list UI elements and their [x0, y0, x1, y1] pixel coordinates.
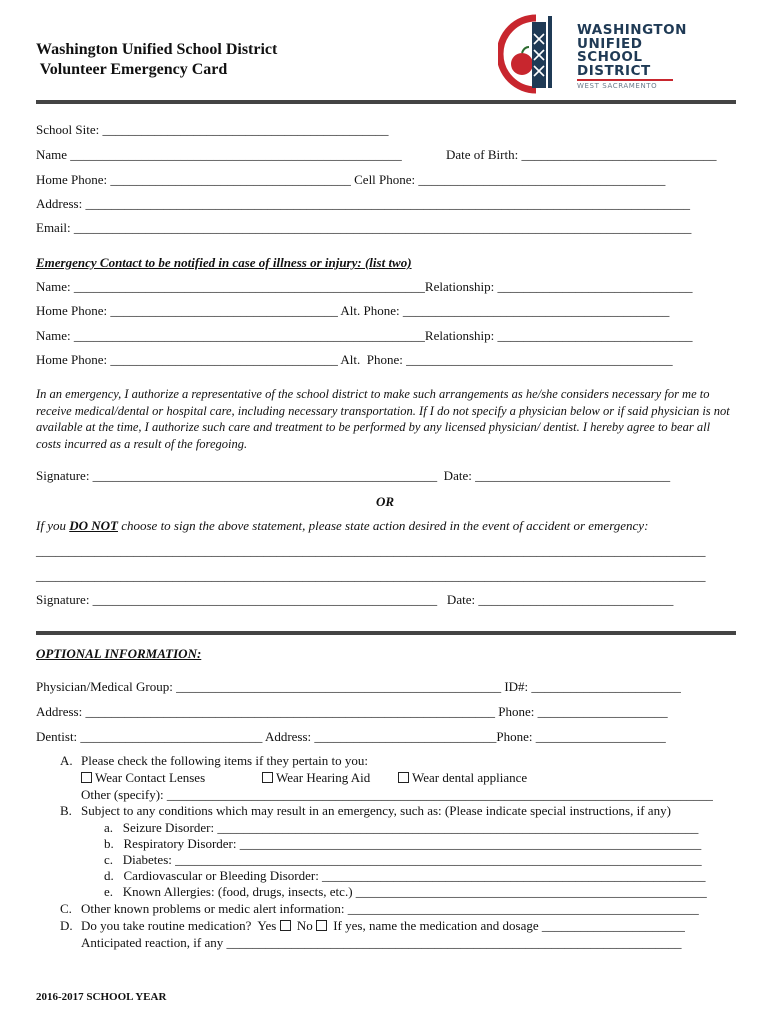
signature-field[interactable]: Signature: _____________________________________________________ Date: ______________________________ — [36, 468, 671, 483]
contact2-phone-field[interactable]: Home Phone: ___________________________________ Alt. Phone: _________________________________________ — [36, 352, 673, 367]
checkbox-icon — [262, 772, 273, 783]
physician-address-field[interactable]: Address: _______________________________________________________________ Phone: ____________________ — [36, 704, 668, 719]
respiratory-field[interactable]: b. Respiratory Disorder: _______________________________________________________________________ — [104, 836, 702, 851]
optional-divider — [36, 631, 736, 635]
item-d-label: D. — [60, 918, 73, 933]
checkbox-icon — [81, 772, 92, 783]
item-c-label: C. — [60, 901, 72, 916]
diabetes-field[interactable]: c. Diabetes: _________________________________________________________________________________ — [104, 852, 702, 867]
name-field[interactable]: Name ___________________________________________________ — [36, 147, 402, 162]
district-title: Washington Unified School District — [36, 41, 278, 58]
item-b-text: Subject to any conditions which may result in an emergency, such as: (Please indicate special instructions, if any) — [81, 803, 671, 818]
dentist-field[interactable]: Dentist: ____________________________ Address: ____________________________Phone: ____________________ — [36, 729, 666, 744]
alternative-instruction: If you DO NOT choose to sign the above statement, please state action desired in the event of accident or emergency: — [36, 518, 649, 533]
other-specify-field[interactable]: Other (specify): ____________________________________________________________________________________ — [81, 787, 713, 802]
or-separator: OR — [376, 494, 395, 509]
authorization-paragraph: In an emergency, I authorize a representative of the school district to make such arrangements as he/she considers necessary for me to receive medical/dental or hospital care, including necessary transportation. If I do not specify a physician below or if said physician is not available at the time, I authorize such care and treatment to be performed by any licensed physician/ dentist. I hereby agree to bear all costs incurred as a result of the foregoing. — [36, 387, 730, 451]
logo-text-unified: UNIFIED — [577, 35, 643, 52]
school-site-field[interactable]: School Site: ____________________________________________ — [36, 122, 389, 137]
signature-field-2[interactable]: Signature: _____________________________________________________ Date: ______________________________ — [36, 592, 674, 607]
checkbox-dental-appliance[interactable]: Wear dental appliance — [398, 770, 527, 786]
district-logo — [498, 12, 687, 98]
logo-text-washington: WASHINGTON — [577, 22, 687, 38]
emergency-contact-heading: Emergency Contact to be notified in case of illness or injury: (list two) — [36, 255, 412, 270]
contact1-phone-field[interactable]: Home Phone: ___________________________________ Alt. Phone: _________________________________________ — [36, 303, 670, 318]
checkbox-icon — [398, 772, 409, 783]
contact2-name-field[interactable]: Name: ______________________________________________________Relationship: ______________________________ — [36, 328, 693, 343]
address-field[interactable]: Address: _____________________________________________________________________________________________ — [36, 196, 690, 211]
phone-fields[interactable]: Home Phone: _____________________________________ Cell Phone: ______________________________________ — [36, 172, 666, 187]
medic-alert-field[interactable]: Other known problems or medic alert information: ______________________________________________________ — [81, 901, 699, 916]
checkbox-hearing-aid[interactable]: Wear Hearing Aid — [262, 770, 370, 786]
action-blank-1[interactable]: _______________________________________________________________________________________________________ — [36, 543, 706, 558]
no-checkbox-icon[interactable] — [316, 920, 327, 931]
checkbox-contact-lenses[interactable]: Wear Contact Lenses — [81, 770, 205, 786]
seizure-field[interactable]: a. Seizure Disorder: __________________________________________________________________________ — [104, 820, 699, 835]
card-title: Volunteer Emergency Card — [36, 61, 228, 78]
logo-text-district: DISTRICT — [577, 62, 651, 79]
logo-text-west-sacramento: WEST SACRAMENTO — [577, 82, 658, 90]
item-a-label: A. — [60, 753, 73, 768]
item-a-text: Please check the following items if they pertain to you: — [81, 753, 369, 768]
yes-checkbox-icon[interactable] — [280, 920, 291, 931]
allergies-field[interactable]: e. Known Allergies: (food, drugs, insects, etc.) ______________________________________________________ — [104, 884, 707, 899]
anticipated-reaction-field[interactable]: Anticipated reaction, if any ______________________________________________________________________ — [81, 935, 682, 950]
item-b-label: B. — [60, 803, 72, 818]
school-year-footer: 2016-2017 SCHOOL YEAR — [36, 991, 167, 1003]
action-blank-2[interactable]: _______________________________________________________________________________________________________ — [36, 568, 706, 583]
logo-text-school: SCHOOL — [577, 49, 643, 65]
optional-info-heading: OPTIONAL INFORMATION: — [36, 646, 202, 661]
apple-and-tower-logo-icon — [498, 12, 574, 98]
header-divider — [36, 100, 736, 104]
cardiovascular-field[interactable]: d. Cardiovascular or Bleeding Disorder: ___________________________________________________________ — [104, 868, 706, 883]
physician-field[interactable]: Physician/Medical Group: __________________________________________________ ID#: _______________________ — [36, 679, 681, 694]
medication-question[interactable]: Do you take routine medication? Yes No If yes, name the medication and dosage ______________________ — [81, 918, 685, 933]
email-field[interactable]: Email: _______________________________________________________________________________________________ — [36, 220, 692, 235]
contact1-name-field[interactable]: Name: ______________________________________________________Relationship: ______________________________ — [36, 279, 693, 294]
date-of-birth-field[interactable]: Date of Birth: ______________________________ — [446, 147, 717, 162]
